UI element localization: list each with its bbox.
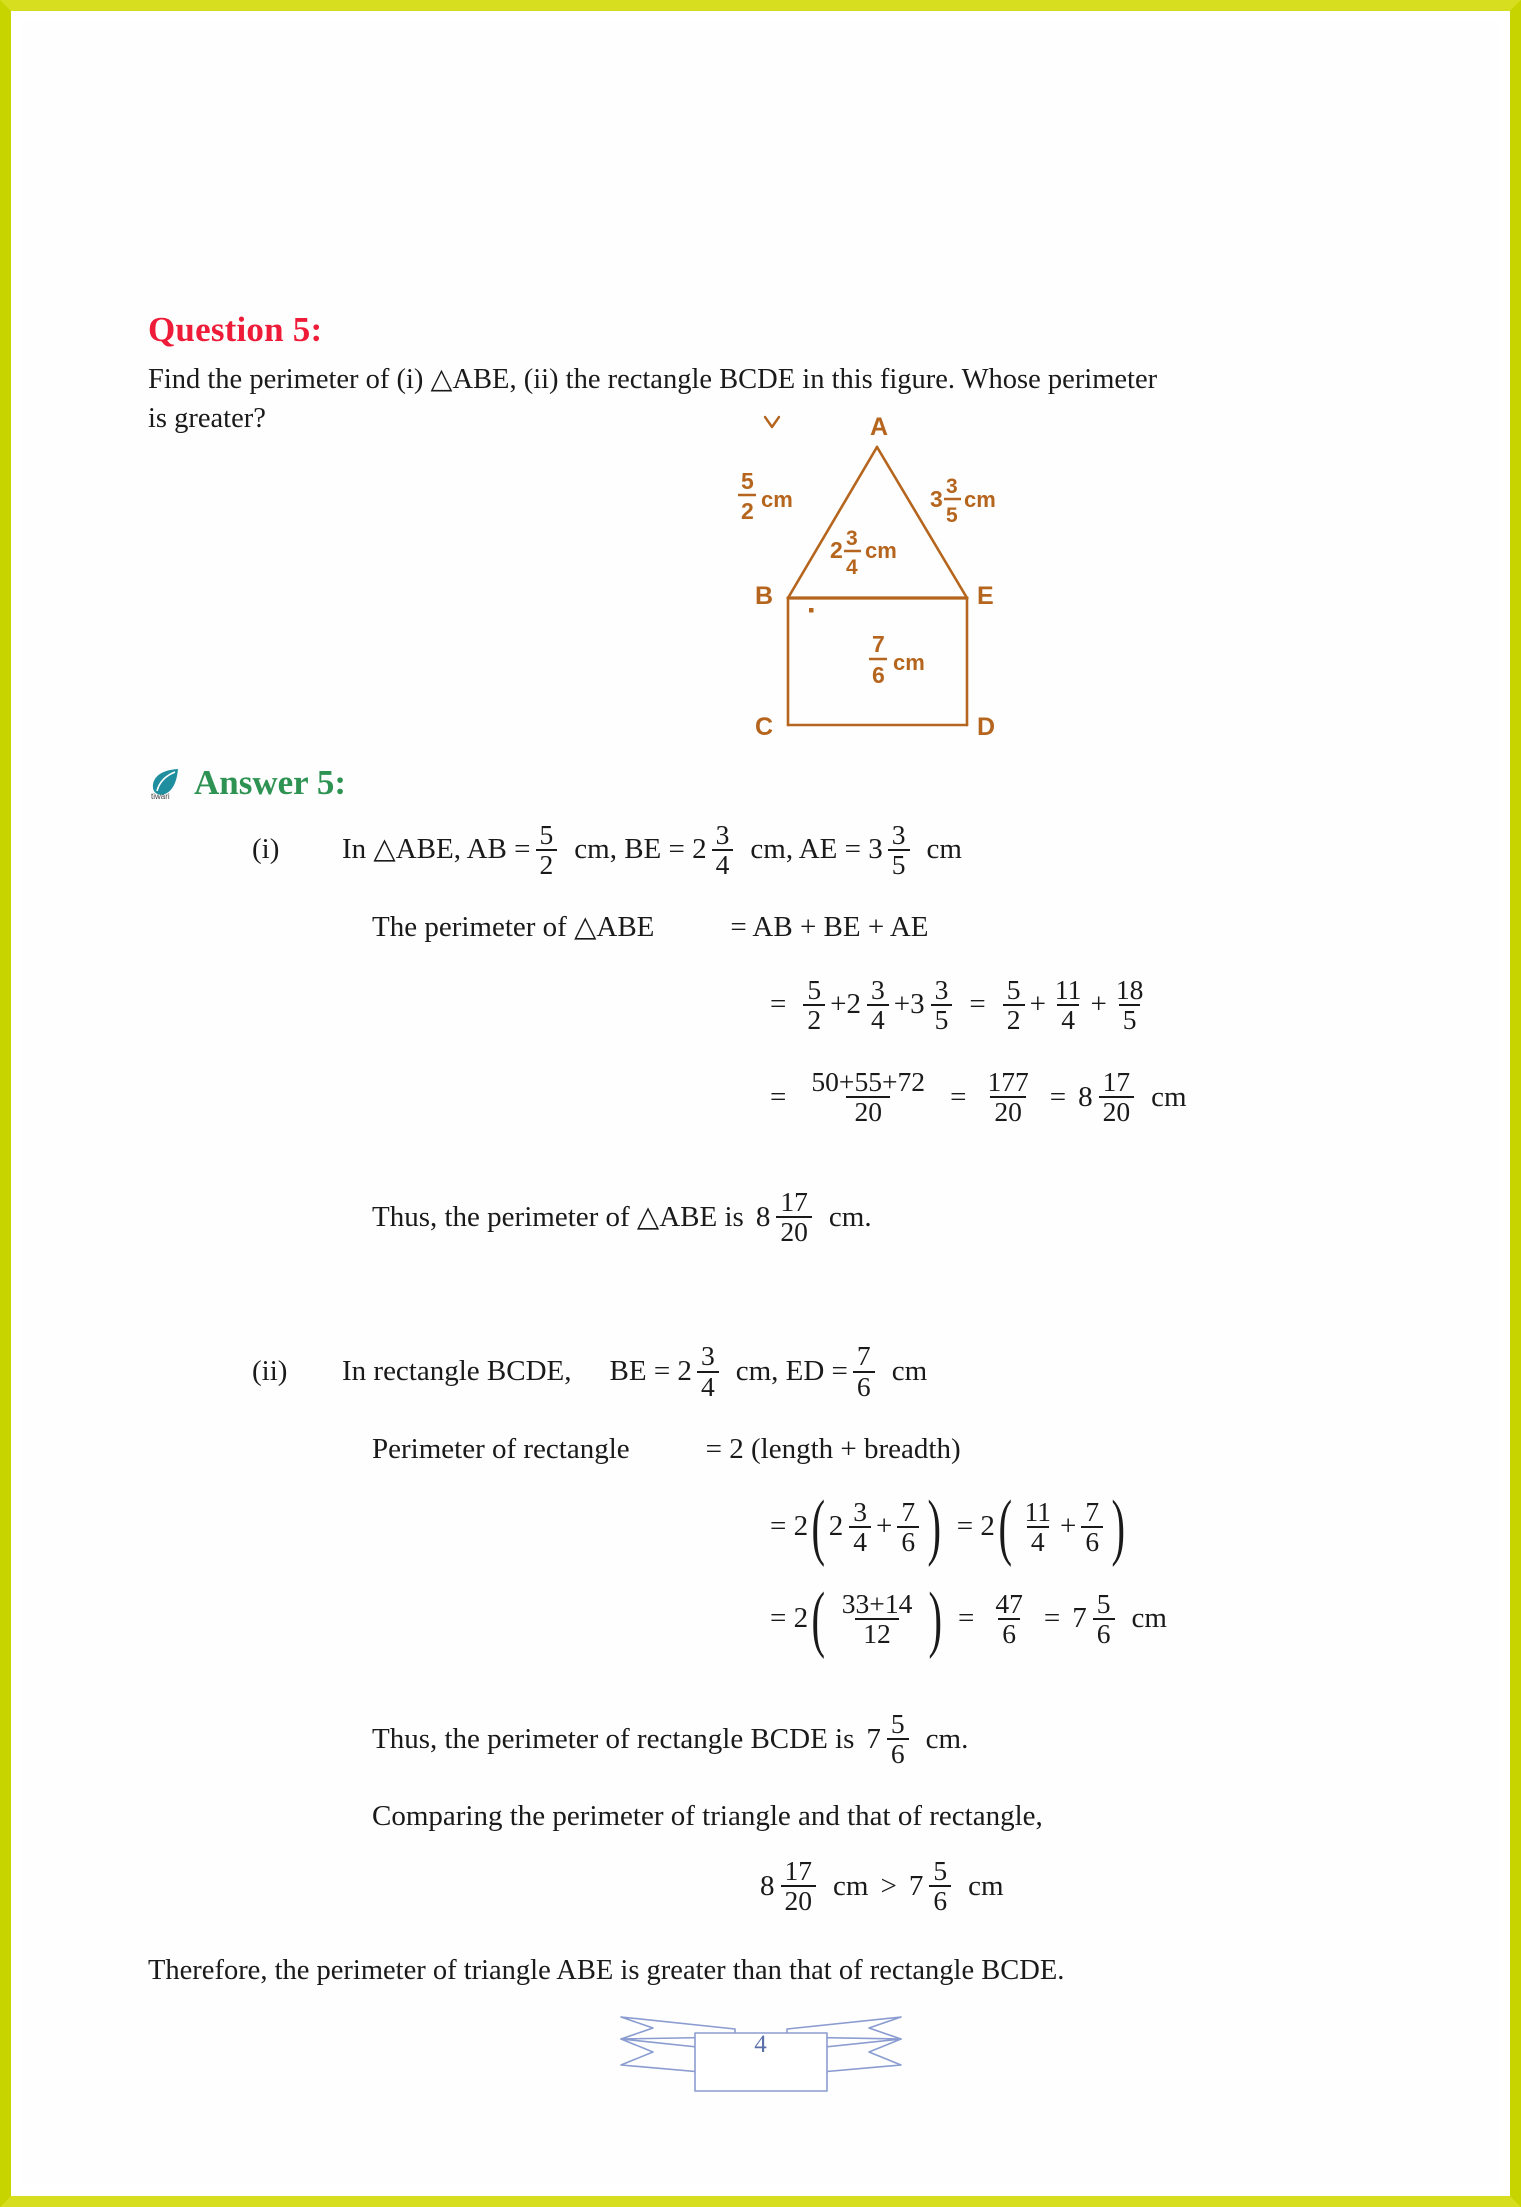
mixed-whole: 7	[1072, 1602, 1087, 1635]
svg-text:cm: cm	[964, 486, 996, 512]
equals-two: = 2	[770, 1602, 809, 1635]
unit-label: cm	[1151, 1080, 1187, 1113]
mixed-whole: 2	[846, 988, 861, 1021]
equals-two: = 2	[770, 1510, 809, 1543]
mixed-whole: 7	[866, 1722, 881, 1755]
mixed-8-17-20	[760, 1857, 821, 1915]
svg-text:tiwari: tiwari	[151, 791, 170, 801]
fraction-numerator: 7	[1085, 1495, 1100, 1527]
fraction-numerator: 11	[1024, 1495, 1052, 1527]
fraction-denominator: 20	[781, 1885, 817, 1915]
fraction-denominator: 2	[803, 1004, 825, 1034]
fraction-numerator: 5	[807, 973, 822, 1005]
fraction-numerator: 18	[1115, 973, 1144, 1005]
fraction-47-over-12	[834, 1587, 921, 1649]
fraction-17-20	[1099, 1068, 1135, 1126]
fraction-3-4	[849, 1495, 871, 1557]
svg-text:3: 3	[946, 474, 958, 498]
part-ii-perimeter-label: Perimeter of rectangle	[372, 1432, 630, 1465]
comparing-text-line	[140, 1802, 1420, 1831]
equals-sign: =	[1049, 1080, 1067, 1113]
fraction-47-6	[991, 1587, 1027, 1649]
comparing-text: Comparing the perimeter of triangle and that of rectangle,	[372, 1800, 1043, 1833]
part-i-conclusion-prefix: Thus, the perimeter of △ABE is	[372, 1200, 744, 1233]
fraction-3-4	[712, 818, 734, 880]
fraction-numerator: 3	[934, 973, 949, 1005]
fraction-numerator: 3	[871, 973, 885, 1005]
fraction-denominator: 4	[712, 849, 734, 879]
fraction-denominator: 6	[887, 1738, 909, 1768]
part-ii-given-line	[140, 1342, 1420, 1400]
fraction-3-5	[888, 818, 910, 880]
tiwari-leaf-icon	[148, 765, 184, 801]
chevron-mark	[765, 417, 779, 427]
fraction-denominator: 6	[998, 1618, 1020, 1648]
fraction-3-4	[867, 973, 889, 1035]
equals-sign: =	[969, 988, 986, 1021]
mixed-2-3-4	[828, 1495, 876, 1557]
mixed-7-5-6	[909, 1857, 956, 1915]
fraction-numerator: 17	[780, 1186, 808, 1218]
fraction-denominator: 2	[1003, 1004, 1025, 1034]
svg-text:3: 3	[930, 485, 943, 512]
mixed-3-3-5	[910, 973, 957, 1035]
figure-label-B: B	[755, 581, 774, 610]
fraction-17-20	[776, 1188, 812, 1246]
right-paren: )	[928, 1576, 943, 1659]
fraction-5-6	[929, 1857, 951, 1915]
fraction-3-4	[697, 1342, 719, 1400]
page-footer	[22, 1977, 1499, 2099]
left-paren: (	[811, 1576, 826, 1659]
fraction-denominator: 4	[697, 1371, 719, 1401]
plus-sign: +	[1029, 988, 1046, 1021]
svg-text:5: 5	[741, 467, 754, 494]
fraction-numerator: 5	[1096, 1587, 1111, 1619]
fraction-denominator: 5	[888, 849, 910, 879]
part-i-given-prefix: In △ABE, AB =	[342, 833, 531, 866]
fraction-5-2	[803, 973, 825, 1035]
part-ii-conclusion	[140, 1707, 1420, 1770]
part-i-roman: (i)	[252, 833, 280, 866]
mixed-whole: 8	[755, 1200, 771, 1233]
fraction-numerator: 11	[1054, 973, 1082, 1005]
figure-side-label-AB	[738, 468, 793, 524]
equals-two: = 2	[956, 1510, 995, 1543]
part-i-conclusion	[140, 1188, 1420, 1246]
fraction-denominator: 5	[1119, 1004, 1141, 1034]
part-ii-conclusion-suffix: cm.	[925, 1722, 969, 1755]
svg-text:3: 3	[846, 526, 858, 550]
fraction-numerator: 3	[715, 818, 730, 850]
mixed-2-3-4	[846, 973, 894, 1035]
fraction-denominator: 6	[853, 1371, 875, 1401]
mixed-whole: 8	[1078, 1080, 1093, 1113]
figure-container	[140, 405, 1420, 753]
fraction-denominator: 20	[990, 1096, 1026, 1126]
svg-text:cm: cm	[761, 486, 793, 512]
fraction-numerator: 3	[891, 818, 906, 850]
figure-label-E: E	[977, 581, 994, 610]
part-i-conclusion-suffix: cm.	[828, 1200, 872, 1233]
fraction-18-5	[1112, 973, 1148, 1035]
unit-label: cm	[833, 1869, 869, 1902]
comparison-line	[140, 1857, 1420, 1915]
fraction-numerator: 7	[856, 1340, 871, 1372]
right-paren: )	[1111, 1484, 1126, 1567]
fraction-3-5	[931, 973, 953, 1035]
plus-sign: +	[876, 1510, 893, 1543]
ribbon-banner	[613, 1977, 909, 2099]
fraction-5-6	[1093, 1587, 1115, 1649]
fraction-denominator: 4	[1027, 1526, 1049, 1556]
fraction-denominator: 20	[776, 1216, 812, 1246]
svg-text:4: 4	[846, 555, 858, 579]
part-ii-roman: (ii)	[252, 1355, 288, 1387]
fraction-denominator: 4	[867, 1004, 889, 1034]
part-i-perimeter-rhs: = AB + BE + AE	[730, 910, 929, 943]
document-content	[140, 310, 1420, 1987]
plus-sign: +	[1060, 1510, 1077, 1543]
equals-sign: =	[1043, 1602, 1061, 1635]
right-paren: )	[927, 1484, 942, 1567]
fraction-numerator: 5	[1006, 973, 1021, 1005]
part-ii-equation-1	[140, 1484, 1420, 1567]
part-ii-conclusion-prefix: Thus, the perimeter of rectangle BCDE is	[372, 1722, 855, 1755]
fraction-denominator: 6	[1093, 1618, 1115, 1648]
fraction-numerator: 7	[901, 1495, 916, 1527]
question-heading: Question 5:	[148, 310, 323, 349]
mixed-7-5-6	[866, 1707, 913, 1770]
fraction-numerator: 177	[987, 1066, 1029, 1098]
unit-label: cm	[968, 1869, 1004, 1902]
answer-heading-row	[148, 763, 1420, 803]
part-ii-given-be: BE = 2	[609, 1355, 692, 1387]
fraction-numerator: 5	[539, 818, 554, 850]
fraction-7-6	[897, 1495, 919, 1557]
question-text-line-2: is greater?	[148, 403, 266, 435]
equals-sign: =	[950, 1080, 967, 1113]
fraction-numerator: 33+14	[841, 1587, 913, 1619]
part-ii-given-suffix: cm	[891, 1355, 928, 1387]
geometry-figure	[725, 405, 1025, 745]
figure-side-label-AE	[930, 475, 996, 527]
part-i-equation-2	[140, 1068, 1420, 1126]
mixed-whole: 3	[910, 988, 925, 1021]
mixed-7-5-6	[1072, 1587, 1119, 1649]
part-i-given-line	[140, 818, 1420, 880]
part-i-perimeter-label: The perimeter of △ABE	[372, 910, 655, 943]
svg-text:5: 5	[946, 503, 958, 527]
fraction-5-6	[887, 1707, 909, 1770]
fraction-denominator: 6	[1081, 1526, 1103, 1556]
fraction-denominator: 6	[929, 1885, 951, 1915]
fraction-177-20	[983, 1068, 1032, 1126]
fraction-numerator: 17	[1102, 1066, 1131, 1098]
fraction-numerator: 17	[784, 1855, 813, 1887]
fraction-5-2	[536, 818, 558, 880]
fraction-7-6	[853, 1342, 875, 1400]
fraction-7-6	[1081, 1495, 1103, 1557]
part-ii-perimeter-rhs: = 2 (length + breadth)	[705, 1432, 961, 1465]
final-statement: Therefore, the perimeter of triangle ABE is greater than that of rectangle BCDE.	[148, 1955, 1065, 1987]
fraction-denominator: 4	[1057, 1004, 1079, 1034]
fraction-denominator: 20	[846, 1096, 890, 1126]
mixed-whole: 7	[908, 1869, 924, 1902]
svg-text:2: 2	[741, 497, 754, 524]
fraction-5-2	[1003, 973, 1025, 1035]
part-i-perimeter-line	[140, 910, 1420, 943]
page-sheet	[22, 22, 1499, 2185]
fraction-denominator: 20	[1099, 1096, 1135, 1126]
equals-sign: =	[770, 1080, 787, 1113]
left-paren: (	[998, 1484, 1012, 1567]
plus-sign: +	[830, 988, 847, 1021]
page-number: 4	[754, 2031, 767, 2058]
part-i-equation-1	[140, 973, 1420, 1035]
figure-label-A: A	[870, 412, 889, 441]
fraction-numerator: 47	[995, 1587, 1023, 1619]
fraction-denominator: 2	[536, 849, 558, 879]
part-i-given-mid1: cm, BE = 2	[574, 833, 707, 866]
svg-text:cm: cm	[893, 649, 925, 675]
fraction-numerator: 3	[700, 1340, 715, 1372]
svg-text:7: 7	[872, 630, 885, 657]
figure-label-C: C	[755, 712, 774, 741]
greater-than-operator: >	[880, 1869, 897, 1902]
fraction-denominator: 5	[931, 1004, 953, 1034]
mixed-whole: 8	[760, 1869, 775, 1902]
fraction-numerator: 5	[933, 1855, 948, 1887]
part-ii-perimeter-line	[140, 1432, 1420, 1465]
plus-sign: +	[1090, 988, 1107, 1021]
equals-sign: =	[770, 988, 787, 1021]
right-angle-mark	[809, 608, 814, 613]
part-ii-equation-2	[140, 1576, 1420, 1659]
figure-label-D: D	[977, 712, 996, 741]
svg-text:6: 6	[872, 661, 885, 688]
fraction-sum-over-20	[803, 1068, 933, 1126]
fraction-denominator: 4	[849, 1526, 871, 1556]
plus-sign: +	[893, 988, 911, 1021]
figure-svg	[725, 405, 1025, 745]
part-i-given-suffix: cm	[926, 833, 962, 866]
fraction-denominator: 12	[855, 1618, 899, 1648]
mixed-8-17-20	[1078, 1068, 1139, 1126]
mixed-whole: 2	[828, 1510, 844, 1543]
svg-text:cm: cm	[865, 537, 897, 563]
left-paren: (	[811, 1484, 826, 1567]
part-ii-given-mid: cm, ED =	[735, 1355, 848, 1387]
unit-label: cm	[1131, 1602, 1167, 1635]
fraction-numerator: 3	[853, 1495, 868, 1527]
question-text-line-1: Find the perimeter of (i) △ABE, (ii) the rectangle BCDE in this figure. Whose perimeter	[148, 364, 1158, 395]
figure-side-label-BE	[830, 527, 897, 579]
fraction-17-20	[781, 1857, 817, 1915]
fraction-numerator: 50+55+72	[811, 1066, 926, 1098]
fraction-11-4	[1051, 973, 1086, 1035]
fraction-denominator: 6	[897, 1526, 919, 1556]
fraction-11-4	[1021, 1495, 1056, 1557]
svg-text:2: 2	[830, 536, 843, 563]
mixed-8-17-20	[756, 1188, 817, 1246]
figure-side-label-ED	[869, 631, 925, 688]
part-i-given-mid2: cm, AE = 3	[750, 833, 883, 866]
answer-heading: Answer 5:	[194, 762, 346, 802]
part-ii-given-prefix: In rectangle BCDE,	[342, 1355, 572, 1387]
equals-sign: =	[958, 1602, 975, 1635]
fraction-numerator: 5	[890, 1707, 905, 1739]
